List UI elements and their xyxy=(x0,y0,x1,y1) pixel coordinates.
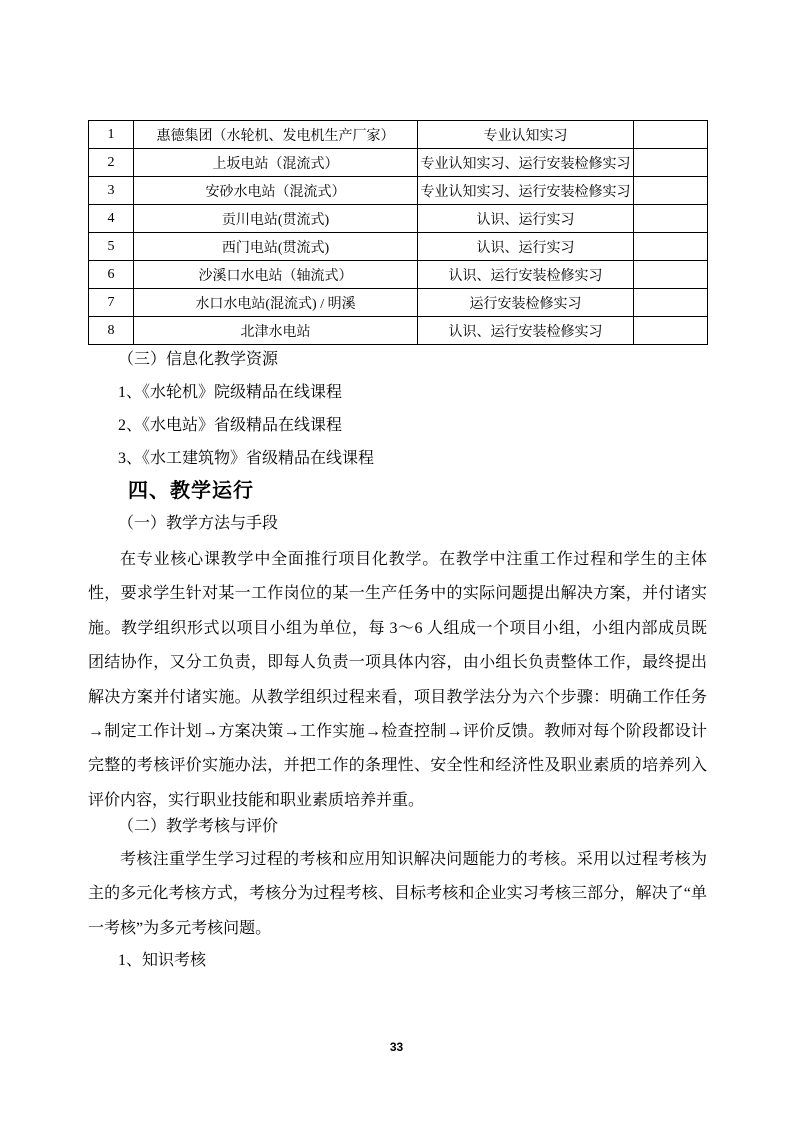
practice-type-cell: 认识、运行安装检修实习 xyxy=(418,261,634,289)
table-row xyxy=(89,289,708,317)
paragraph-line: 一考核”为多元考核问题。 xyxy=(88,919,272,937)
table-row xyxy=(89,317,708,345)
station-name-cell: 上坂电站（混流式） xyxy=(134,149,418,177)
page-number: 33 xyxy=(389,1040,404,1054)
practice-type-cell: 认识、运行实习 xyxy=(418,205,634,233)
paragraph-line: 在专业核心课教学中全面推行项目化教学。在教学中注重工作过程和学生的主体 xyxy=(120,551,707,568)
paragraph-line: 评价内容，实行职业技能和职业素质培养并重。 xyxy=(88,791,425,809)
station-name-cell: 水口水电站(混流式) / 明溪 xyxy=(134,289,418,317)
practice-type-cell: 专业认知实习、运行安装检修实习 xyxy=(418,177,634,205)
chapter-heading-teaching-operation: 四、教学运行 xyxy=(128,480,254,502)
paragraph-teaching-methods xyxy=(88,543,707,818)
table-row xyxy=(89,205,708,233)
subsection-heading-methods: （一）教学方法与手段 xyxy=(118,515,279,532)
note-cell xyxy=(634,317,708,345)
station-name-cell: 北津水电站 xyxy=(134,317,418,345)
row-number-cell: 8 xyxy=(89,317,134,345)
station-name-cell: 西门电站(贯流式) xyxy=(134,233,418,261)
internship-sites-table xyxy=(88,120,708,345)
station-name-cell: 贡川电站(贯流式) xyxy=(134,205,418,233)
row-number-cell: 6 xyxy=(89,261,134,289)
list-item-course-3: 3、《水工建筑物》省级精品在线课程 xyxy=(118,450,375,467)
row-number-cell: 2 xyxy=(89,149,134,177)
table-row xyxy=(89,121,708,149)
table-row xyxy=(89,233,708,261)
note-cell xyxy=(634,233,708,261)
section-heading-info-resources: （三）信息化教学资源 xyxy=(118,351,279,368)
practice-type-cell: 运行安装检修实习 xyxy=(418,289,634,317)
practice-type-cell: 认识、运行实习 xyxy=(418,233,634,261)
list-item-course-1: 1、《水轮机》院级精品在线课程 xyxy=(118,384,343,401)
paragraph-line: 考核注重学生学习过程的考核和应用知识解决问题能力的考核。采用以过程考核为 xyxy=(120,851,707,868)
station-name-cell: 沙溪口水电站（轴流式） xyxy=(134,261,418,289)
note-cell xyxy=(634,149,708,177)
note-cell xyxy=(634,177,708,205)
row-number-cell: 4 xyxy=(89,205,134,233)
paragraph-line: 团结协作，又分工负责，即每人负责一项具体内容，由小组长负责整体工作，最终提出 xyxy=(88,654,707,672)
list-item-course-2: 2、《水电站》省级精品在线课程 xyxy=(118,417,343,434)
station-name-cell: 惠德集团（水轮机、发电机生产厂家） xyxy=(134,121,418,149)
row-number-cell: 7 xyxy=(89,289,134,317)
note-cell xyxy=(634,261,708,289)
note-cell xyxy=(634,121,708,149)
paragraph-assessment xyxy=(88,843,707,946)
table-row xyxy=(89,177,708,205)
practice-type-cell: 专业认知实习、运行安装检修实习 xyxy=(418,149,634,177)
note-cell xyxy=(634,205,708,233)
row-number-cell: 1 xyxy=(89,121,134,149)
paragraph-line: →制定工作计划→方案决策→工作实施→检查控制→评价反馈。教师对每个阶段都设计 xyxy=(88,722,707,740)
table-row xyxy=(89,149,708,177)
paragraph-line: 主的多元化考核方式，考核分为过程考核、目标考核和企业实习考核三部分，解决了“单 xyxy=(88,885,707,903)
note-cell xyxy=(634,289,708,317)
station-name-cell: 安砂水电站（混流式） xyxy=(134,177,418,205)
paragraph-line: 施。教学组织形式以项目小组为单位，每 3～6 人组成一个项目小组，小组内部成员既 xyxy=(88,619,707,637)
paragraph-line: 性，要求学生针对某一工作岗位的某一生产任务中的实际问题提出解决方案，并付诸实 xyxy=(88,585,707,603)
practice-type-cell: 认识、运行安装检修实习 xyxy=(418,317,634,345)
paragraph-line: 完整的考核评价实施办法，并把工作的条理性、安全性和经济性及职业素质的培养列入 xyxy=(88,757,707,775)
paragraph-line: 解决方案并付诸实施。从教学组织过程来看，项目教学法分为六个步骤：明确工作任务 xyxy=(88,688,707,706)
row-number-cell: 5 xyxy=(89,233,134,261)
list-item-knowledge-assessment: 1、知识考核 xyxy=(118,952,207,969)
row-number-cell: 3 xyxy=(89,177,134,205)
practice-type-cell: 专业认知实习 xyxy=(418,121,634,149)
subsection-heading-assessment: （二）教学考核与评价 xyxy=(118,818,279,835)
table-row xyxy=(89,261,708,289)
